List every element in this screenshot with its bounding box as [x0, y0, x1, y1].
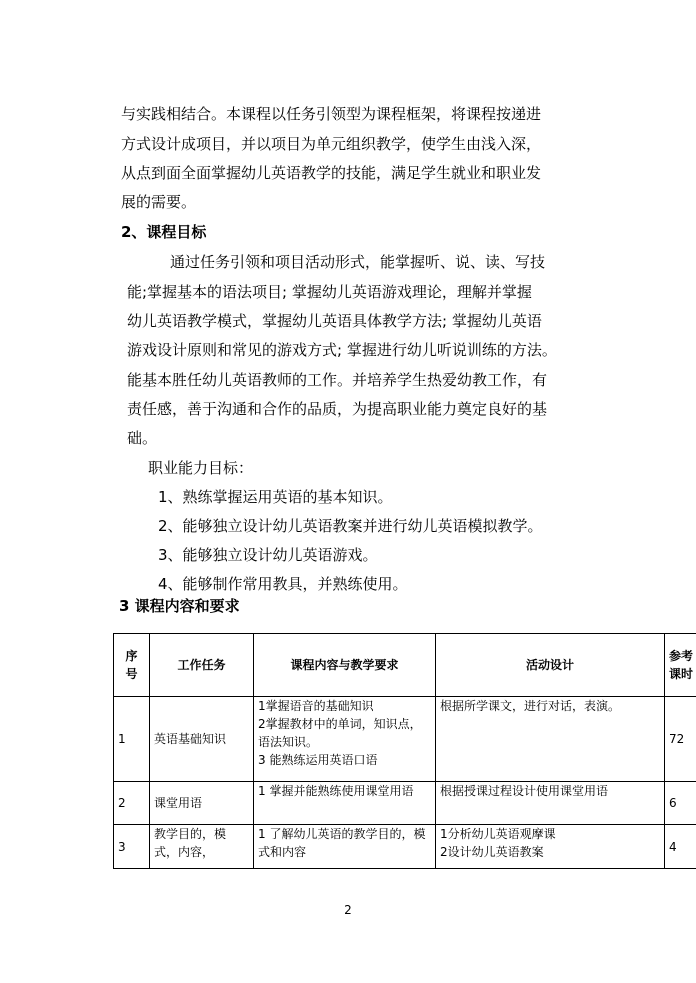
goal-line-2: 能;掌握基本的语法项目; 掌握幼儿英语游戏理论，理解并掌握: [127, 283, 532, 301]
intro-line-1: 与实践相结合。本课程以任务引领型为课程框架，将课程按递进: [121, 105, 542, 123]
header-activity: 活动设计: [436, 634, 665, 697]
header-content: 课程内容与教学要求: [254, 634, 436, 697]
ability-item-2: 2、能够独立设计幼儿英语教案并进行幼儿英语模拟教学。: [158, 517, 543, 535]
row-3-activity: 1分析幼儿英语观摩课 2设计幼儿英语教案: [436, 825, 665, 869]
ability-title: 职业能力目标：: [148, 459, 254, 477]
row-1-content-line: 3 能熟练运用英语口语: [258, 753, 378, 767]
row-3-content: 1 了解幼儿英语的教学目的，模式和内容: [254, 825, 436, 869]
ability-item-4: 4、能够制作常用教具，并熟练使用。: [158, 575, 408, 593]
row-2-no: 2: [114, 782, 150, 825]
row-2-content: 1 掌握并能熟练使用课堂用语: [254, 782, 436, 825]
row-3-hours: 4: [665, 825, 696, 869]
row-1-content-line: 2掌握教材中的单词，知识点，语法知识。: [258, 717, 422, 749]
table-header-row: [114, 634, 696, 697]
section-3-heading: 3 课程内容和要求: [119, 597, 240, 615]
row-1-hours: 72: [665, 697, 696, 782]
course-content-table: [113, 633, 696, 869]
table-row: [114, 782, 696, 825]
intro-line-2: 方式设计成项目，并以项目为单元组织教学，使学生由浅入深，: [121, 135, 542, 153]
page-number: 2: [344, 903, 352, 917]
ability-item-3: 3、能够独立设计幼儿英语游戏。: [158, 546, 378, 564]
row-2-task: 课堂用语: [150, 782, 254, 825]
header-task: 工作任务: [150, 634, 254, 697]
header-hours: 参考 课时: [665, 634, 696, 697]
row-2-hours: 6: [665, 782, 696, 825]
goal-line-1: 通过任务引领和项目活动形式，能掌握听、说、读、写技: [170, 253, 546, 271]
row-1-content: [254, 697, 436, 782]
row-1-task: 英语基础知识: [150, 697, 254, 782]
goal-line-6: 责任感，善于沟通和合作的品质，为提高职业能力奠定良好的基: [127, 400, 548, 418]
table-row: [114, 825, 696, 869]
goal-line-5: 能基本胜任幼儿英语教师的工作。并培养学生热爱幼教工作，有: [127, 371, 548, 389]
row-1-activity: 根据所学课文，进行对话，表演。: [436, 697, 665, 782]
row-1-content-line: 1掌握语音的基础知识: [258, 699, 374, 713]
goal-line-3: 幼儿英语教学模式，掌握幼儿英语具体教学方法; 掌握幼儿英语: [127, 312, 542, 330]
row-3-no: 3: [114, 825, 150, 869]
row-3-task: 教学目的，模式，内容，: [150, 825, 254, 869]
row-2-activity: 根据授课过程设计使用课堂用语: [436, 782, 665, 825]
intro-line-4: 展的需要。: [121, 193, 197, 211]
section-2-heading: 2、课程目标: [121, 223, 207, 241]
goal-line-7: 础。: [127, 429, 158, 447]
goal-line-4: 游戏设计原则和常见的游戏方式; 掌握进行幼儿听说训练的方法。: [127, 341, 557, 359]
row-1-no: 1: [114, 697, 150, 782]
header-no: 序 号: [114, 634, 150, 697]
intro-line-3: 从点到面全面掌握幼儿英语教学的技能，满足学生就业和职业发: [121, 164, 542, 182]
table-row: [114, 697, 696, 782]
ability-item-1: 1、熟练掌握运用英语的基本知识。: [158, 488, 393, 506]
